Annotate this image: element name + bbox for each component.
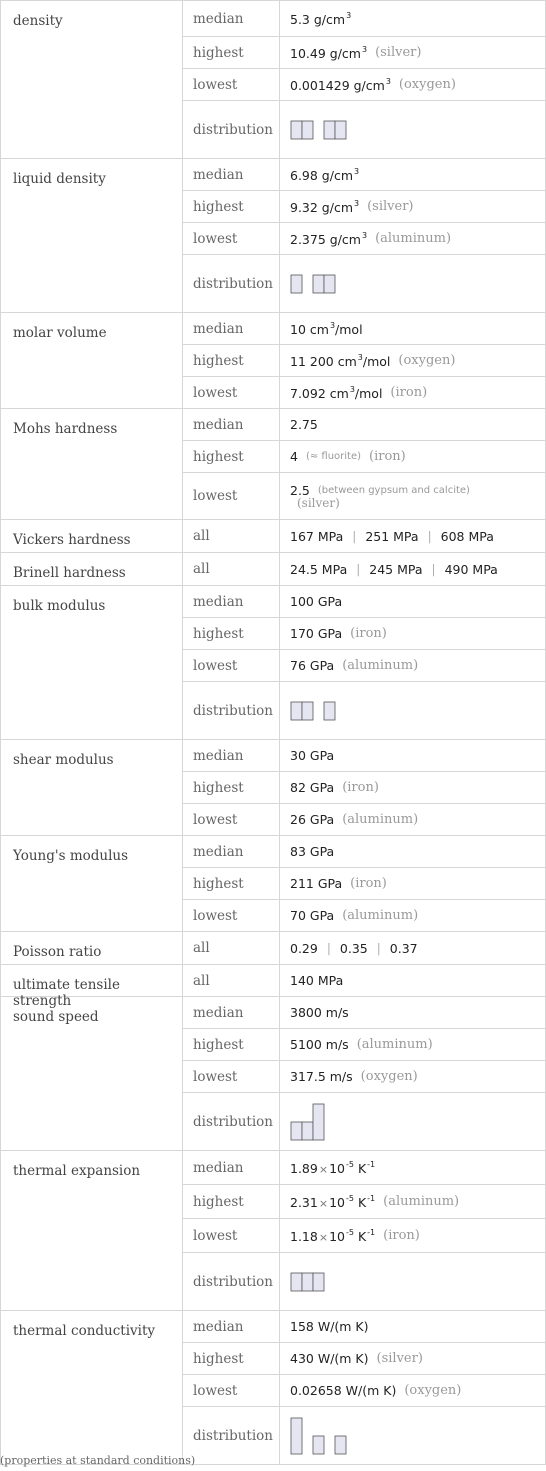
value-note: (aluminum): [342, 658, 419, 673]
property-name: sound speed: [13, 1009, 99, 1025]
row-key: median: [193, 1318, 244, 1335]
property-name-cell: [0, 159, 183, 313]
mantissa: 2.31: [290, 1194, 318, 1210]
row-value-cell: [280, 520, 546, 553]
row-key: all: [193, 528, 210, 544]
mantissa: 1.89: [290, 1160, 318, 1176]
value-number: 70 GPa: [290, 908, 335, 923]
times-sign: ×: [318, 1230, 329, 1244]
histogram-bar: [302, 121, 313, 139]
property-name: Young's modulus: [13, 848, 129, 864]
row-value-cell: [280, 772, 546, 804]
row-value-cell: [280, 900, 546, 932]
row-key-cell: [183, 932, 280, 965]
list-value: 608 MPa: [440, 528, 494, 544]
histogram-bar: [335, 1436, 346, 1454]
value-text: [290, 449, 298, 464]
histogram-bar: [291, 1122, 302, 1140]
value-text: [290, 844, 334, 859]
value-note: (oxygen): [398, 353, 456, 368]
value-note: (aluminum): [375, 231, 452, 246]
property-name-cell: [0, 520, 183, 553]
row-value-cell: [280, 836, 546, 868]
unit-tail: /mol: [335, 321, 363, 337]
row-value-cell: [280, 1343, 546, 1375]
row-key-cell: [183, 520, 280, 553]
value-text: [290, 1037, 349, 1052]
row-key-cell: [183, 1093, 280, 1151]
property-name-cell: [0, 932, 183, 965]
property-name: liquid density: [13, 171, 106, 187]
value-number: 76 GPa: [290, 658, 335, 673]
row-key: highest: [193, 198, 244, 215]
row-key-cell: [183, 965, 280, 997]
row-value-cell: [280, 101, 546, 159]
value-note: (silver): [375, 45, 422, 60]
unit: K: [357, 1194, 367, 1210]
row-value-cell: [280, 932, 546, 965]
row-key-cell: [183, 682, 280, 740]
separator: |: [356, 562, 361, 576]
value-note: (iron): [342, 780, 379, 795]
property-name: molar volume: [13, 325, 107, 341]
row-key-cell: [183, 1375, 280, 1407]
value-note: (iron): [350, 876, 387, 891]
row-key: median: [193, 166, 244, 183]
property-name: thermal expansion: [13, 1163, 141, 1179]
row-key: highest: [193, 625, 244, 642]
unit-exponent: 3: [357, 352, 363, 362]
value-note: (aluminum): [342, 908, 419, 923]
row-key-cell: [183, 1151, 280, 1185]
histogram-bar: [324, 702, 335, 720]
value-number: 158 W/(m K): [290, 1319, 369, 1334]
distribution-histogram: [290, 1103, 325, 1141]
property-name: ultimate tensile strength: [13, 977, 120, 1009]
value-number: 430 W/(m K): [290, 1351, 369, 1366]
row-value-cell: [280, 1375, 546, 1407]
unit: K: [357, 1228, 367, 1244]
row-value-cell: [280, 965, 546, 997]
property-name: Mohs hardness: [13, 421, 118, 437]
row-key: median: [193, 10, 244, 27]
distribution-histogram: [290, 701, 336, 721]
histogram-bar: [302, 1273, 313, 1291]
property-name: bulk modulus: [13, 598, 106, 614]
row-key: highest: [193, 448, 244, 465]
row-key-cell: [183, 1219, 280, 1253]
unit-exponent: 3: [354, 166, 360, 176]
value-text: [290, 594, 342, 609]
row-key-cell: [183, 553, 280, 586]
row-key-cell: [183, 618, 280, 650]
row-key: highest: [193, 1036, 244, 1053]
value-number: 10.49 g/cm: [290, 45, 361, 61]
property-name: Brinell hardness: [13, 565, 126, 581]
histogram-bar: [291, 121, 302, 139]
row-key-cell: [183, 997, 280, 1029]
value-text: [290, 1319, 369, 1334]
row-key-cell: [183, 377, 280, 409]
row-key-cell: [183, 441, 280, 473]
row-key: highest: [193, 44, 244, 61]
row-key-cell: [183, 37, 280, 69]
row-key: all: [193, 972, 210, 989]
row-value-cell: [280, 441, 546, 473]
row-key-cell: [183, 740, 280, 772]
row-key: median: [193, 416, 244, 433]
row-key-cell: [183, 1185, 280, 1219]
value-text: [290, 908, 334, 923]
value-qualifier: (≈ fluorite): [305, 451, 362, 462]
footnote: (properties at standard conditions): [0, 1454, 196, 1467]
histogram-bar: [302, 702, 313, 720]
row-key: median: [193, 593, 244, 610]
histogram-bar: [291, 1418, 302, 1454]
value-number: 211 GPa: [290, 876, 343, 891]
value-note: (iron): [390, 385, 428, 400]
distribution-histogram: [290, 120, 347, 140]
value-number: 82 GPa: [290, 780, 335, 795]
row-value-cell: [280, 37, 546, 69]
separator: |: [427, 529, 432, 543]
unit-exponent: 3: [329, 320, 336, 330]
row-key: lowest: [193, 657, 238, 674]
row-key: median: [193, 843, 244, 860]
property-name-cell: [0, 997, 183, 1151]
row-key: distribution: [193, 1427, 273, 1444]
unit-exponent: -1: [367, 1193, 376, 1203]
property-name-cell: [0, 740, 183, 836]
row-value-cell: [280, 409, 546, 441]
row-value-cell: [280, 650, 546, 682]
property-name-cell: [0, 586, 183, 740]
row-key: highest: [193, 779, 244, 796]
value-note: (iron): [350, 626, 387, 641]
value-text: [290, 1005, 349, 1020]
list-value: 24.5 MPa: [290, 561, 348, 577]
property-name-cell: [0, 1311, 183, 1465]
row-value-cell: [280, 1253, 546, 1311]
value-note: (aluminum): [356, 1037, 433, 1052]
property-name: thermal conductivity: [13, 1323, 156, 1339]
row-key: median: [193, 747, 244, 764]
row-key-cell: [183, 159, 280, 191]
distribution-histogram: [290, 1417, 347, 1455]
histogram-bar: [302, 1122, 313, 1140]
value-note: (silver): [376, 1351, 423, 1366]
row-key-cell: [183, 313, 280, 345]
histogram-bar: [291, 275, 302, 293]
row-key: all: [193, 561, 210, 577]
base-ten: 10: [329, 1160, 345, 1176]
value-number: 140 MPa: [290, 973, 344, 988]
property-name-cell: [0, 1, 183, 159]
value-text: [290, 77, 391, 93]
property-name-cell: [0, 409, 183, 520]
row-key: median: [193, 1004, 244, 1021]
list-value: 0.37: [389, 940, 418, 956]
value-number: 2.5: [290, 482, 310, 498]
histogram-bar: [324, 121, 335, 139]
value-text: [290, 1160, 375, 1176]
histogram-bar: [291, 1273, 302, 1291]
separator: |: [326, 941, 331, 955]
property-name-cell: [0, 836, 183, 932]
row-key-cell: [183, 804, 280, 836]
separator: |: [352, 529, 357, 543]
row-value-cell: [280, 377, 546, 409]
row-value-cell: [280, 1407, 546, 1465]
property-name: shear modulus: [13, 752, 114, 768]
property-name-cell: [0, 313, 183, 409]
value-text: [290, 199, 359, 215]
value-note: (aluminum): [383, 1194, 460, 1209]
value-text: [290, 1228, 375, 1244]
row-key: distribution: [193, 702, 273, 719]
value-number: 10 cm: [290, 321, 329, 337]
value-number: 2.75: [290, 417, 318, 432]
value-number: 100 GPa: [290, 594, 343, 609]
row-key-cell: [183, 772, 280, 804]
row-key: distribution: [193, 121, 273, 138]
row-key-cell: [183, 900, 280, 932]
row-key-cell: [183, 473, 280, 520]
row-key-cell: [183, 1253, 280, 1311]
value-number: 3800 m/s: [290, 1005, 349, 1020]
row-key: lowest: [193, 76, 238, 93]
list-value: 251 MPa: [365, 528, 419, 544]
row-value-cell: [280, 1219, 546, 1253]
property-name: Poisson ratio: [13, 944, 102, 960]
base-ten: 10: [329, 1228, 345, 1244]
value-number: 4: [290, 449, 298, 464]
histogram-bar: [291, 702, 302, 720]
row-key: lowest: [193, 1068, 238, 1085]
unit-exponent: 3: [354, 198, 360, 208]
row-key-cell: [183, 1407, 280, 1465]
value-number: 9.32 g/cm: [290, 199, 354, 215]
value-note: (oxygen): [404, 1383, 462, 1398]
row-value-cell: [280, 159, 546, 191]
row-key-cell: [183, 409, 280, 441]
row-key: lowest: [193, 811, 238, 828]
histogram-bar: [313, 275, 324, 293]
row-value-cell: [280, 69, 546, 101]
value-text: [290, 321, 363, 337]
row-value-cell: [280, 1061, 546, 1093]
value-text: [290, 626, 342, 641]
row-key-cell: [183, 1061, 280, 1093]
row-key: distribution: [193, 275, 273, 292]
row-key: distribution: [193, 1273, 273, 1290]
unit: K: [357, 1160, 367, 1176]
row-key-cell: [183, 191, 280, 223]
value-note: (silver): [297, 495, 340, 510]
row-key-cell: [183, 1311, 280, 1343]
value-text: [290, 748, 334, 763]
value-note: (aluminum): [342, 812, 419, 827]
exponent: -5: [345, 1159, 354, 1169]
value-text: [290, 231, 367, 247]
row-key: median: [193, 1159, 244, 1176]
row-value-cell: [280, 868, 546, 900]
list-value: 490 MPa: [444, 561, 498, 577]
row-key: highest: [193, 1193, 244, 1210]
row-key-cell: [183, 836, 280, 868]
row-value-cell: [280, 255, 546, 313]
row-value-cell: [280, 997, 546, 1029]
row-value-cell: [280, 313, 546, 345]
row-key: lowest: [193, 907, 238, 924]
row-value-cell: [280, 1151, 546, 1185]
unit-exponent: -1: [367, 1159, 376, 1169]
value-number: 0.001429 g/cm: [290, 77, 385, 93]
value-number: 83 GPa: [290, 844, 335, 859]
property-name-cell: [0, 553, 183, 586]
exponent: -5: [345, 1193, 354, 1203]
row-key: distribution: [193, 1113, 273, 1130]
histogram-bar: [313, 1436, 324, 1454]
row-key: highest: [193, 352, 244, 369]
row-key: lowest: [193, 488, 238, 504]
unit-exponent: 3: [361, 230, 368, 240]
value-text: [290, 812, 334, 827]
value-text: [290, 1351, 369, 1366]
row-value-cell: [280, 191, 546, 223]
value-number: 170 GPa: [290, 626, 343, 641]
row-value-cell: [280, 553, 546, 586]
row-key-cell: [183, 101, 280, 159]
row-key-cell: [183, 1343, 280, 1375]
value-note: (oxygen): [360, 1069, 418, 1084]
unit-exponent: -1: [367, 1227, 376, 1237]
separator: |: [431, 562, 436, 576]
histogram-bar: [335, 121, 346, 139]
value-number: 2.375 g/cm: [290, 231, 361, 247]
value-number: 6.98 g/cm: [290, 167, 354, 183]
unit-tail: /mol: [362, 353, 391, 369]
value-note: (iron): [369, 449, 406, 464]
property-name-cell: [0, 965, 183, 1009]
times-sign: ×: [318, 1196, 329, 1210]
row-key: lowest: [193, 1382, 238, 1399]
unit-exponent: 3: [361, 44, 368, 54]
value-text: [290, 658, 334, 673]
value-number: 5.3 g/cm: [290, 11, 346, 27]
row-key-cell: [183, 223, 280, 255]
row-key-cell: [183, 650, 280, 682]
value-number: 7.092 cm: [290, 385, 349, 401]
row-value-cell: [280, 473, 546, 520]
value-note: (oxygen): [398, 77, 456, 92]
value-qualifier: (between gypsum and calcite): [317, 484, 470, 496]
row-key-cell: [183, 586, 280, 618]
value-text: [290, 1069, 353, 1084]
value-text: [290, 973, 343, 988]
list-value: 0.29: [290, 940, 318, 956]
histogram-bar: [313, 1104, 324, 1140]
histogram-bar: [324, 275, 335, 293]
list-value: 245 MPa: [369, 561, 423, 577]
value-text: [290, 876, 342, 891]
list-value: 0.35: [339, 940, 368, 956]
value-text: [290, 385, 382, 401]
row-value-cell: [280, 586, 546, 618]
row-key: all: [193, 940, 210, 956]
row-key: lowest: [193, 1227, 238, 1244]
row-value-cell: [280, 345, 546, 377]
row-key-cell: [183, 1029, 280, 1061]
row-key-cell: [183, 69, 280, 101]
row-key: lowest: [193, 384, 238, 401]
distribution-histogram: [290, 274, 336, 294]
row-key-cell: [183, 1, 280, 37]
row-key-cell: [183, 345, 280, 377]
value-text: [290, 167, 359, 183]
row-key-cell: [183, 255, 280, 313]
histogram-bar: [313, 1273, 324, 1291]
value-note: (iron): [383, 1228, 420, 1243]
value-note: (silver): [367, 199, 414, 214]
value-text: [290, 353, 390, 369]
row-value-cell: [280, 804, 546, 836]
row-value-cell: [280, 1093, 546, 1151]
mantissa: 1.18: [290, 1228, 318, 1244]
row-value-cell: [280, 1029, 546, 1061]
value-number: 5100 m/s: [290, 1037, 349, 1052]
value-number: 26 GPa: [290, 812, 335, 827]
row-value-cell: [280, 1, 546, 37]
row-key: median: [193, 320, 244, 337]
value-text: [290, 11, 351, 27]
value-number: 30 GPa: [290, 748, 335, 763]
unit-exponent: 3: [385, 76, 391, 86]
value-number: 317.5 m/s: [290, 1069, 353, 1084]
row-value-cell: [280, 618, 546, 650]
times-sign: ×: [318, 1162, 329, 1176]
unit-exponent: 3: [346, 10, 352, 20]
value-text: [290, 1194, 375, 1210]
row-key-cell: [183, 868, 280, 900]
row-value-cell: [280, 1185, 546, 1219]
list-value: 167 MPa: [290, 528, 344, 544]
unit-exponent: 3: [349, 384, 355, 394]
value-text: [290, 45, 367, 61]
row-value-cell: [280, 740, 546, 772]
distribution-histogram: [290, 1272, 325, 1292]
unit-tail: /mol: [354, 385, 383, 401]
value-text: [290, 417, 318, 432]
value-number: 0.02658 W/(m K): [290, 1383, 397, 1398]
row-value-cell: [280, 1311, 546, 1343]
row-value-cell: [280, 223, 546, 255]
property-name-cell: [0, 1151, 183, 1311]
exponent: -5: [345, 1227, 354, 1237]
value-text: [290, 780, 334, 795]
property-name: Vickers hardness: [13, 532, 131, 548]
value-text: [290, 1383, 396, 1398]
base-ten: 10: [329, 1194, 345, 1210]
row-key: lowest: [193, 230, 238, 247]
separator: |: [376, 941, 381, 955]
row-value-cell: [280, 682, 546, 740]
value-number: 11 200 cm: [290, 353, 357, 369]
row-key: highest: [193, 875, 244, 892]
property-name: density: [13, 13, 63, 29]
row-key: highest: [193, 1350, 244, 1367]
